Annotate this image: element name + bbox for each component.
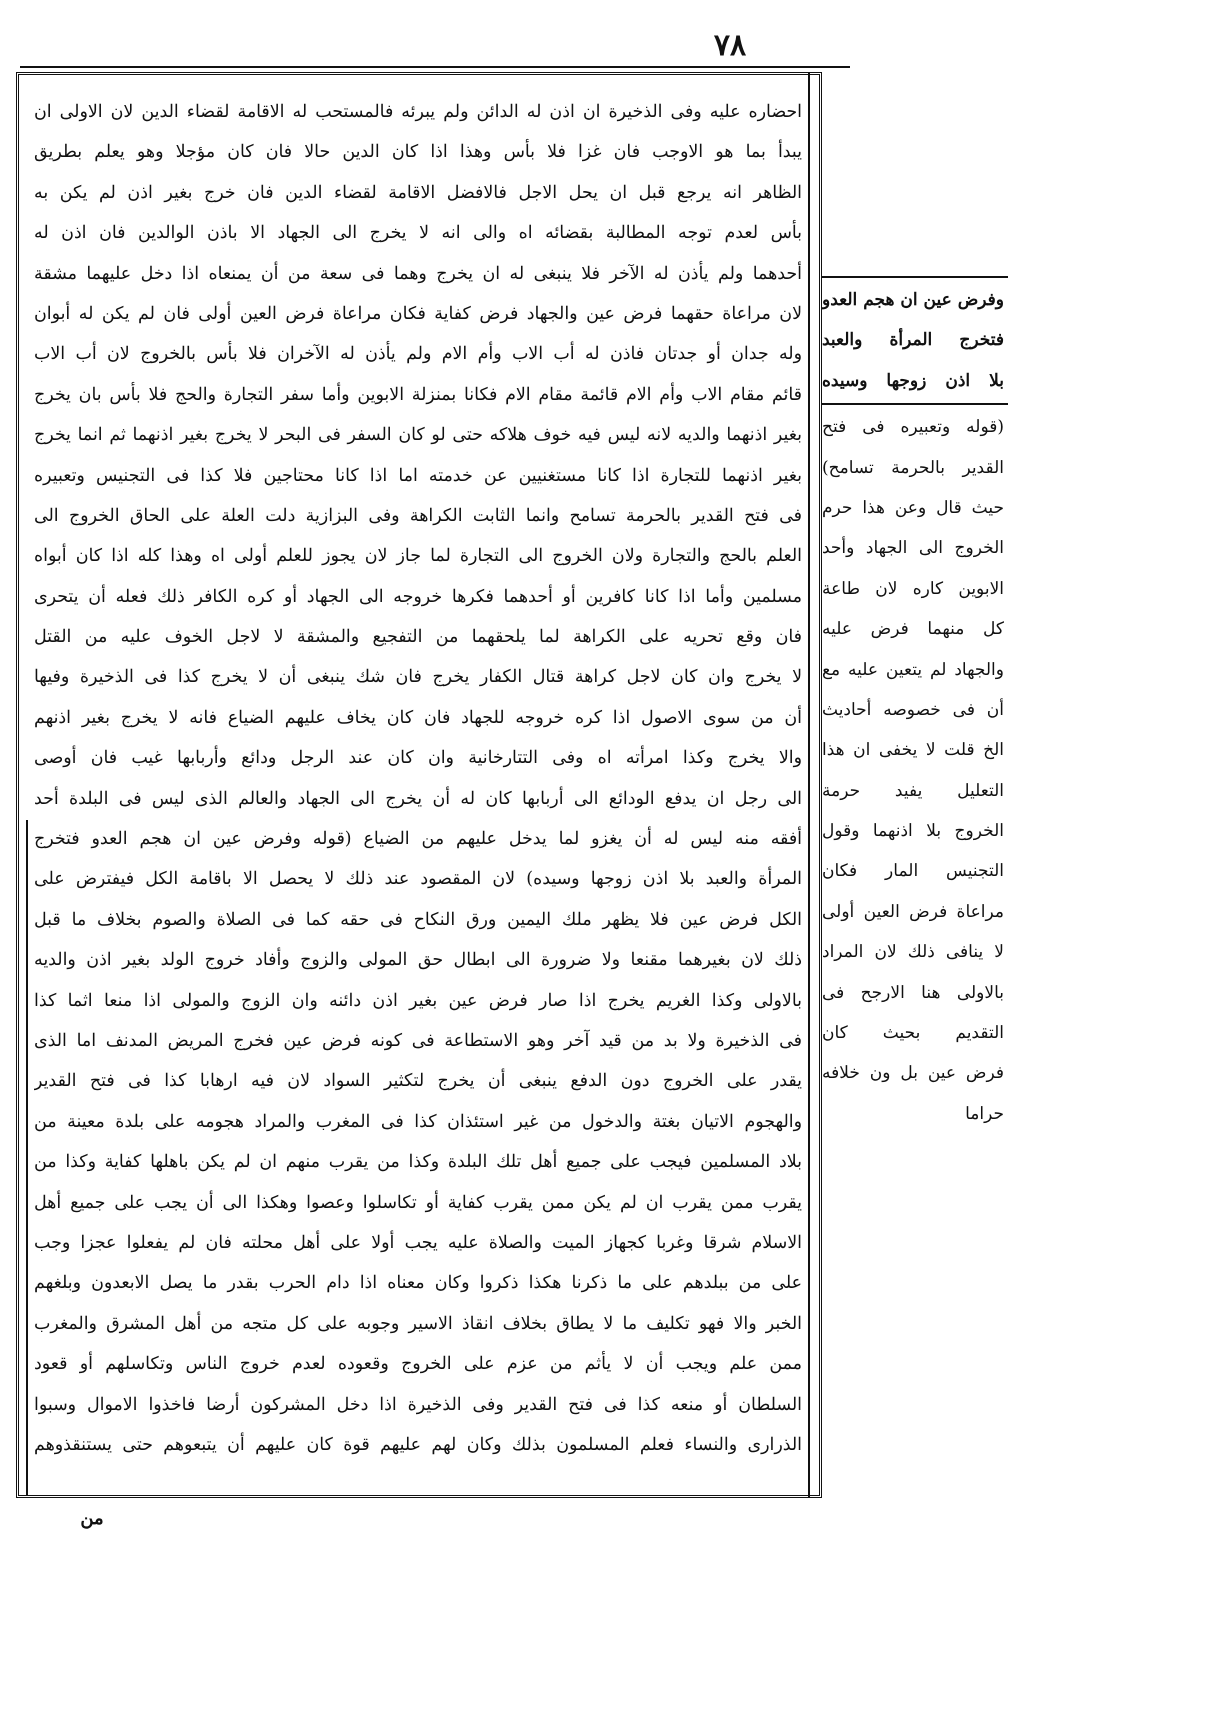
main-text-line: قائم مقام الاب وأم الام قائمة مقام الام فكانا بمنزلة الابوين وأما سفر التجارة والحج فلا بأس بان يخرج — [34, 384, 802, 405]
main-text-line: والا يخرج وكذا امرأته اه وفى التتارخانية وان كان عند الرجل ودائع وأربابها غيب فان أوصى — [34, 748, 802, 769]
margin-note-line: الخ قلت لا يخفى ان هذا — [822, 740, 1004, 761]
main-text-line: أفقه منه ليس له أن يغزو لما يدخل عليهم من الضياع (قوله وفرض عين ان هجم العدو فتخرج — [34, 829, 802, 850]
main-text-line: المرأة والعبد بلا اذن زوجها وسيده) لان المقصود عند ذلك لا يحصل الا باقامة الكل فيفترض على — [34, 869, 802, 890]
margin-note-line: أن فى خصوصه أحاديث — [822, 699, 1004, 720]
main-text-line: الذرارى والنساء فعلم المسلمون بذلك وكان لهم عليهم قوة كان عليهم أن يتبعوهم حتى يستنقذوهم — [34, 1434, 802, 1455]
frame-inner-rule-right — [808, 72, 810, 1498]
main-text-line: يقرب ممن يقرب ان لم يكن ممن يقرب كفاية أو تكاسلوا وعصوا وهكذا الى أن يجب على جميع أهل — [34, 1192, 802, 1213]
margin-note-line: لا ينافى ذلك لان المراد — [822, 942, 1004, 963]
main-text-line: يبدأ بما هو الاوجب فان غزا فلا بأس وهذا اذا كان الدين حالا فان كان مؤجلا وهو يعلم بطريق — [34, 142, 802, 163]
margin-rule-top — [822, 276, 1008, 278]
main-text-line: الكل فرض عين فلا يظهر ملك اليمين ورق النكاح فى حقه كما فى الصلاة والصوم بخلاف ما قبل — [34, 909, 802, 930]
main-text-line: ذلك لان بغيرهما مقنعا ولا ضرورة الى ابطال حق المولى والزوج وأفاد خروج الولد بغير اذن والديه — [34, 950, 802, 971]
margin-note-line: كل منهما فرض عليه — [822, 619, 1004, 640]
main-text-line: أحدهما ولم يأذن له الآخر فلا ينبغى له ان يخرج وهما فى سعة من أن يمنعاه اذا دخل عليهما مشقة — [34, 263, 802, 284]
main-text-line: الظاهر انه يرجع قبل ان يحل الاجل فالافضل الاقامة لقضاء الدين فان خرج بغير اذن لم يكن به — [34, 182, 802, 203]
main-text-line: أن من سوى الاصول اذا كره خروجه للجهاد فان كان يخاف عليهم الضياع فانه لا يخرج بغير اذنهم — [34, 707, 802, 728]
main-text-line: السلطان أو منعه كذا فى فتح القدير وفى الذخيرة اذا دخل المشركون أرضا فاخذوا الاموال وسبوا — [34, 1394, 802, 1415]
main-text-line: والهجوم الاتيان بغتة والدخول من غير استئذان كذا فى المغرب والمراد هجومه على بلدة معينة من — [34, 1111, 802, 1132]
main-text-line: فى الذخيرة ولا بد من قيد آخر وهو الاستطاعة فى كونه فرض عين فخرج المريض المدنف اما الذى — [34, 1030, 802, 1051]
margin-rule-mid — [822, 403, 1008, 405]
margin-note-line: الابوين كاره لان طاعة — [822, 578, 1004, 599]
margin-note-line: التعليل يفيد حرمة — [822, 780, 1004, 801]
main-text-line: الخبر والا فهو تكليف ما لا يطاق بخلاف انقاذ الاسير وجوبه على كل متجه من أهل المشرق والمغرب — [34, 1313, 802, 1334]
main-text-line: لان مراعاة حقهما فرض عين والجهاد فرض كفاية فكان مراعاة فرض العين أولى فان لم يكن له أبوان — [34, 303, 802, 324]
main-text-line: يقدر على الخروج دون الدفع ينبغى أن يخرج لتكثير السواد لان فيه ارهابا كذا فى فتح القدير — [34, 1071, 802, 1092]
main-text-line: بغير اذنهما للتجارة اذا كانا مستغنيين عن خدمته اما اذا كانا محتاجين فلا كذا فى التجنيس وتعبيره — [34, 465, 802, 486]
main-text-line: لا يخرج وان كان لاجل كراهة قتال الكفار يخرج فان شك ينبغى أن لا يخرج كذا فى الذخيرة وفيها — [34, 667, 802, 688]
margin-note-line: الخروج بلا اذنهما وقول — [822, 821, 1004, 842]
margin-note-line: التقديم بحيث كان — [822, 1023, 1004, 1044]
main-text-line: وله جدان أو جدتان فاذن له أب الاب وأم الام ولم يأذن له الآخران فلا بأس بالخروج لان أب الاب — [34, 344, 802, 365]
margin-heading-line: فتخرج المرأة والعبد — [822, 330, 1004, 351]
main-text-line: بغير اذنهما والديه لانه ليس فيه خوف هلاكه حتى لو كان السفر فى البحر لا يخرج بغير اذنهما ثم انما يخرج — [34, 425, 802, 446]
margin-note — [822, 407, 1004, 1134]
main-text-line: بأس لعدم توجه المطالبة بقضائه اه والى انه لا يخرج الى الجهاد الا باذن الوالدين فان اذن له — [34, 223, 802, 244]
page-number: ٧٨ — [713, 28, 747, 63]
margin-note-line: والجهاد لم يتعين عليه مع — [822, 659, 1004, 680]
catchword: من — [80, 1508, 104, 1529]
margin-note-line: حيث قال وعن هذا حرم — [822, 497, 1004, 518]
main-text-line: احضاره عليه وفى الذخيرة ان اذن له الدائن ولم يبرئه فالمستحب له الاقامة لقضاء الدين لان الاولى ان — [34, 102, 802, 122]
main-text-block — [34, 92, 802, 1465]
main-text-line: بالاولى وكذا الغريم يخرج اذا صار فرض عين بغير اذن دائنه وان الزوج والمولى اذا منعا اثما كذا — [34, 990, 802, 1011]
margin-note-block — [822, 280, 1004, 1134]
margin-note-line: التجنيس المار فكان — [822, 861, 1004, 882]
margin-note-line: حراما — [965, 1103, 1004, 1124]
margin-note-line: فرض عين بل ون خلافه — [822, 1063, 1004, 1084]
margin-note-line: (قوله وتعبيره فى فتح — [822, 417, 1004, 438]
main-text-line: على من ببلدهم على ما ذكرنا هكذا ذكروا وكان معناه اذا دام الحرب بقدر ما يصل الابعدون وبلغهم — [34, 1273, 802, 1294]
main-text-line: مسلمين وأما اذا كانا كافرين أو أحدهما فكرها خروجه الى الجهاد أو كره الكافر ذلك فعله أن يتحرى — [34, 586, 802, 607]
main-text-line: الاسلام شرقا وغربا كجهاز الميت والصلاة عليه يجب أولا على أهل محلته فان لم يفعلوا عجزا وجب — [34, 1232, 802, 1253]
margin-note-line: بالاولى هنا الارجح فى — [822, 982, 1004, 1003]
frame-inner-rule-left — [26, 820, 28, 1496]
main-text-line: العلم بالحج والتجارة ولان الخروج الى التجارة لما جاز لان يجوز للعلم أولى اه وهذا كله اذا كان أبواه — [34, 546, 802, 567]
main-text-line: فان وقع تحريه على الكراهة لما يلحقهما من التفجيع والمشقة لا لاجل الخوف عليه من القتل — [34, 627, 802, 648]
margin-heading — [822, 280, 1004, 401]
margin-heading-line: بلا اذن زوجها وسيده — [822, 370, 1004, 391]
main-text-line: الى رجل ان يدفع الودائع الى أربابها كان له أن يخرج الى الجهاد والعالم الذى ليس فى البلدة أحد — [34, 788, 802, 809]
margin-note-line: القدير بالحرمة تسامح) — [822, 457, 1004, 478]
margin-note-line: الخروج الى الجهاد وأحد — [822, 538, 1004, 559]
main-text-line: بلاد المسلمين فيجب على جميع أهل تلك البلدة وكذا من يقرب منهم ان لم يكن باهلها كفاية وكذا من — [34, 1152, 802, 1173]
margin-note-line: مراعاة فرض العين أولى — [822, 901, 1004, 922]
header-rule — [20, 66, 850, 68]
main-text-line: فى فتح القدير بالحرمة تسامح وانما الثابت الكراهة وفى البزازية دلت العلة على الحاق الخروج الى — [34, 505, 802, 526]
main-text-line: ممن علم ويجب أن لا يأثم من عزم على الخروج وقعوده لعدم خروج الناس وتكاسلهم أو قعود — [34, 1354, 802, 1375]
margin-heading-line: وفرض عين ان هجم العدو — [822, 290, 1004, 310]
